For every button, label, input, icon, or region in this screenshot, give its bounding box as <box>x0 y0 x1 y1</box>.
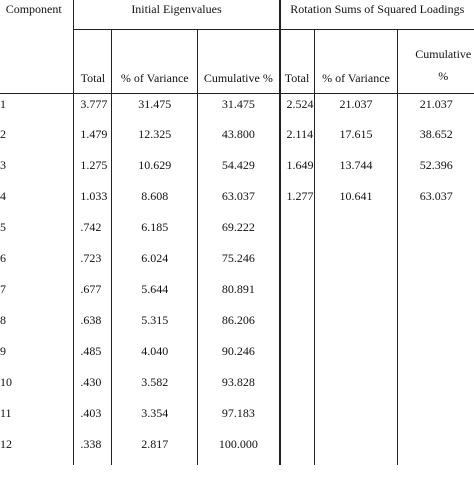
init-variance-cell: 3.582 <box>112 372 198 403</box>
init-cumulative-cell: 97.183 <box>198 403 280 434</box>
rot-total-cell <box>280 403 315 434</box>
init-cumulative-header: Cumulative % <box>198 29 280 93</box>
rot-variance-cell <box>314 279 398 310</box>
rot-cumulative-cell: 52.396 <box>398 155 474 186</box>
rot-cumulative-cell <box>398 248 474 279</box>
init-variance-cell: 2.817 <box>112 434 198 465</box>
table-row <box>0 186 474 217</box>
rot-cumulative-cell <box>398 434 474 465</box>
rot-total-cell <box>280 434 315 465</box>
rot-variance-cell <box>314 372 398 403</box>
table-row <box>0 434 474 465</box>
init-cumulative-cell: 86.206 <box>198 310 280 341</box>
rot-variance-cell <box>314 310 398 341</box>
rot-cumulative-cell <box>398 279 474 310</box>
init-total-cell: .723 <box>74 248 112 279</box>
init-total-cell: .403 <box>74 403 112 434</box>
rot-cumulative-cell: 63.037 <box>398 186 474 217</box>
rot-cumulative-cell: 21.037 <box>398 93 474 124</box>
rot-variance-header: % of Variance <box>314 29 398 93</box>
component-cell: 10 <box>0 375 12 389</box>
rot-variance-cell: 13.744 <box>314 155 398 186</box>
init-cumulative-cell: 63.037 <box>198 186 280 217</box>
rot-cumulative-header: Cumulative % <box>398 29 474 93</box>
init-variance-header: % of Variance <box>112 29 198 93</box>
rot-total-cell <box>280 310 315 341</box>
rot-total-cell: 2.114 <box>280 124 315 155</box>
group-header-row <box>0 0 474 29</box>
init-total-cell: 1.479 <box>74 124 112 155</box>
rot-cumulative-cell <box>398 403 474 434</box>
rot-cumulative-cell <box>398 341 474 372</box>
component-cell: 8 <box>0 313 6 327</box>
component-cell: 7 <box>0 282 6 296</box>
rot-total-cell <box>280 341 315 372</box>
init-cumulative-cell: 75.246 <box>198 248 280 279</box>
component-cell: 6 <box>0 251 6 265</box>
init-total-cell: .677 <box>74 279 112 310</box>
rot-cumulative-cell <box>398 310 474 341</box>
rot-total-cell: 1.649 <box>280 155 315 186</box>
rot-variance-cell: 10.641 <box>314 186 398 217</box>
rot-variance-cell <box>314 403 398 434</box>
rot-total-cell <box>280 217 315 248</box>
init-total-cell: .638 <box>74 310 112 341</box>
rot-variance-cell: 21.037 <box>314 93 398 124</box>
table-row <box>0 403 474 434</box>
init-cumulative-cell: 69.222 <box>198 217 280 248</box>
init-total-cell: .430 <box>74 372 112 403</box>
table-row <box>0 124 474 155</box>
table-body <box>0 93 474 465</box>
component-cell: 11 <box>0 406 12 420</box>
init-cumulative-cell: 93.828 <box>198 372 280 403</box>
component-cell: 12 <box>0 437 12 451</box>
init-variance-cell: 3.354 <box>112 403 198 434</box>
init-total-cell: 3.777 <box>74 93 112 124</box>
table-row <box>0 372 474 403</box>
rot-total-cell <box>280 248 315 279</box>
init-cumulative-cell: 90.246 <box>198 341 280 372</box>
init-total-header: Total <box>74 29 112 93</box>
init-variance-cell: 31.475 <box>112 93 198 124</box>
table-row <box>0 248 474 279</box>
component-cell: 3 <box>0 158 6 172</box>
rot-total-cell <box>280 279 315 310</box>
rot-cumulative-cell <box>398 217 474 248</box>
rot-variance-cell <box>314 341 398 372</box>
rot-cumulative-cell: 38.652 <box>398 124 474 155</box>
init-variance-cell: 10.629 <box>112 155 198 186</box>
init-variance-cell: 12.325 <box>112 124 198 155</box>
init-total-cell: 1.033 <box>74 186 112 217</box>
table-row <box>0 217 474 248</box>
init-cumulative-cell: 31.475 <box>198 93 280 124</box>
init-variance-cell: 6.024 <box>112 248 198 279</box>
table-row <box>0 279 474 310</box>
rot-variance-cell: 17.615 <box>314 124 398 155</box>
rot-variance-cell <box>314 434 398 465</box>
rot-total-cell <box>280 372 315 403</box>
component-cell: 4 <box>0 189 6 203</box>
init-variance-cell: 4.040 <box>112 341 198 372</box>
init-cumulative-cell: 80.891 <box>198 279 280 310</box>
init-variance-cell: 6.185 <box>112 217 198 248</box>
init-cumulative-cell: 100.000 <box>198 434 280 465</box>
initial-eigenvalues-header: Initial Eigenvalues <box>74 0 280 29</box>
init-total-cell: .742 <box>74 217 112 248</box>
rot-variance-cell <box>314 248 398 279</box>
rotation-sums-header: Rotation Sums of Squared Loadings <box>280 0 474 29</box>
rot-total-header: Total <box>280 29 315 93</box>
rot-cumulative-cell <box>398 372 474 403</box>
init-total-cell: .338 <box>74 434 112 465</box>
init-variance-cell: 5.315 <box>112 310 198 341</box>
component-header: Component <box>0 0 74 93</box>
component-cell: 2 <box>0 127 6 141</box>
rot-total-cell: 1.277 <box>280 186 315 217</box>
init-variance-cell: 5.644 <box>112 279 198 310</box>
init-cumulative-cell: 54.429 <box>198 155 280 186</box>
init-variance-cell: 8.608 <box>112 186 198 217</box>
table-row <box>0 93 474 124</box>
table-row <box>0 310 474 341</box>
init-total-cell: 1.275 <box>74 155 112 186</box>
init-total-cell: .485 <box>74 341 112 372</box>
component-cell: 1 <box>0 96 6 111</box>
table-row <box>0 155 474 186</box>
table-row <box>0 341 474 372</box>
init-cumulative-cell: 43.800 <box>198 124 280 155</box>
rot-total-cell: 2.524 <box>280 93 315 124</box>
component-cell: 5 <box>0 220 6 234</box>
component-cell: 9 <box>0 344 6 358</box>
rot-variance-cell <box>314 217 398 248</box>
